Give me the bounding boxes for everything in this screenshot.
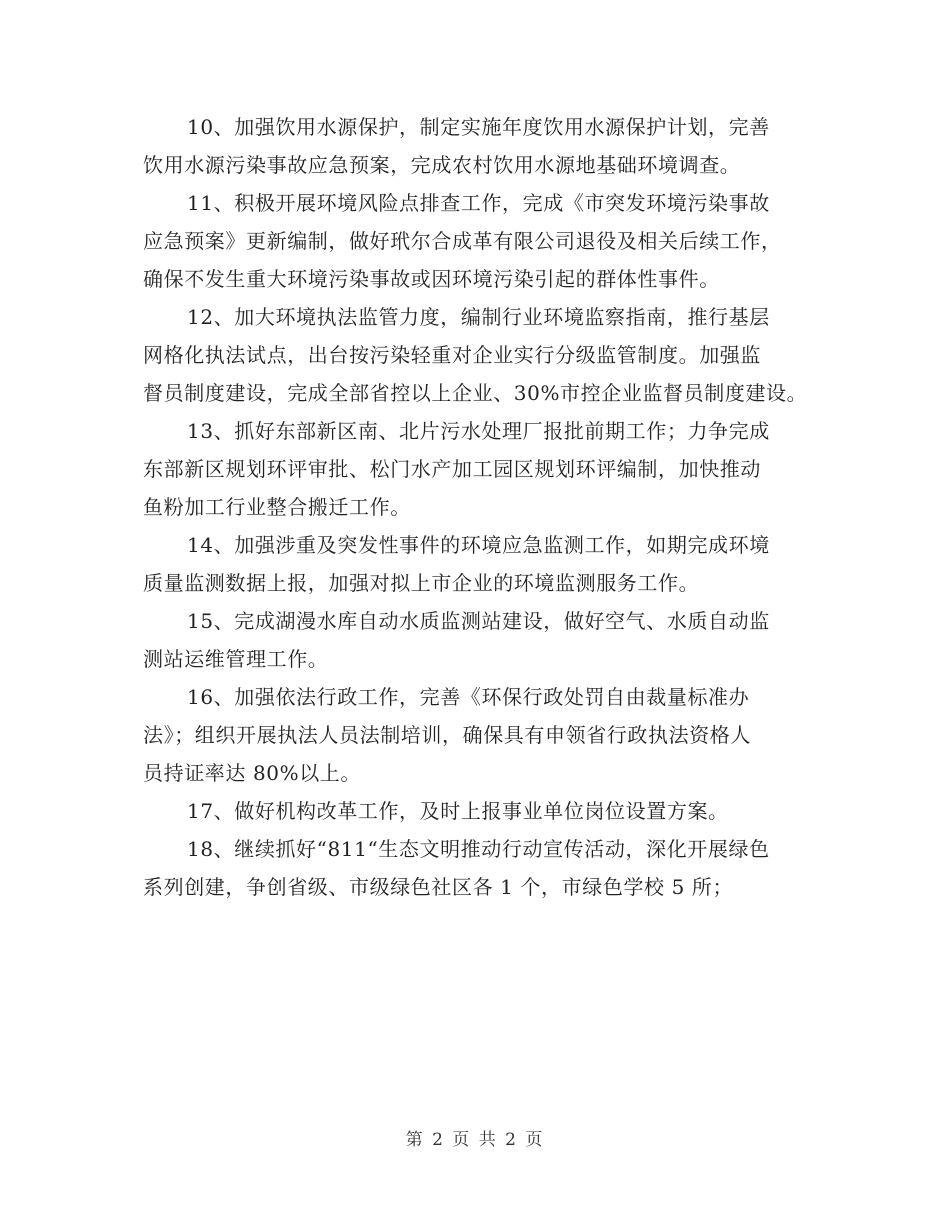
paragraph-line: 网格化执法试点，出台按污染轻重对企业实行分级监管制度。加强监: [143, 343, 761, 367]
paragraph-item-13: [143, 412, 823, 526]
paragraph-line: 17、做好机构改革工作，及时上报事业单位岗位设置方案。: [187, 799, 729, 823]
paragraph-line: 确保不发生重大环境污染事故或因环境污染引起的群体性事件。: [143, 267, 720, 291]
paragraph-line: 饮用水源污染事故应急预案，完成农村饮用水源地基础环境调查。: [143, 153, 741, 177]
paragraph-line: 员持证率达 80%以上。: [143, 761, 362, 785]
paragraph-line: 15、完成湖漫水库自动水质监测站建设，做好空气、水质自动监: [187, 609, 770, 633]
paragraph-item-12: [143, 298, 823, 412]
paragraph-item-11: [143, 184, 823, 298]
paragraph-item-16: [143, 678, 823, 792]
paragraph-line: 16、加强依法行政工作，完善《环保行政处罚自由裁量标准办: [187, 685, 750, 709]
paragraph-line: 系列创建，争创省级、市级绿色社区各 1 个，市绿色学校 5 所；: [143, 875, 734, 899]
paragraph-item-14: [143, 526, 823, 602]
paragraph-line: 东部新区规划环评审批、松门水产加工园区规划环评编制，加快推动: [143, 457, 761, 481]
paragraph-item-10: [143, 108, 823, 184]
paragraph-line: 法》；组织开展执法人员法制培训，确保具有申领省行政执法资格人: [143, 723, 751, 747]
paragraph-line: 督员制度建设，完成全部省控以上企业、30%市控企业监督员制度建设。: [143, 381, 808, 405]
paragraph-line: 13、抓好东部新区南、北片污水处理厂报批前期工作；力争完成: [187, 419, 770, 443]
paragraph-line: 鱼粉加工行业整合搬迁工作。: [143, 495, 411, 519]
paragraph-line: 18、继续抓好“811“生态文明推动行动宣传活动，深化开展绿色: [187, 837, 770, 861]
paragraph-line: 质量监测数据上报，加强对拟上市企业的环境监测服务工作。: [143, 571, 700, 595]
paragraph-line: 14、加强涉重及突发性事件的环境应急监测工作，如期完成环境: [187, 533, 770, 557]
paragraph-line: 12、加大环境执法监管力度，编制行业环境监察指南，推行基层: [187, 305, 770, 329]
paragraph-line: 10、加强饮用水源保护，制定实施年度饮用水源保护计划，完善: [187, 115, 770, 139]
document-body: [143, 108, 823, 906]
paragraph-line: 测站运维管理工作。: [143, 647, 329, 671]
paragraph-item-17: [143, 792, 823, 830]
page-number-footer: 第 2 页 共 2 页: [405, 1130, 545, 1150]
paragraph-item-15: [143, 602, 823, 678]
paragraph-line: 11、积极开展环境风险点排查工作，完成《市突发环境污染事故: [187, 191, 770, 215]
paragraph-line: 应急预案》更新编制，做好玳尔合成革有限公司退役及相关后续工作，: [143, 229, 782, 253]
paragraph-item-18: [143, 830, 823, 906]
